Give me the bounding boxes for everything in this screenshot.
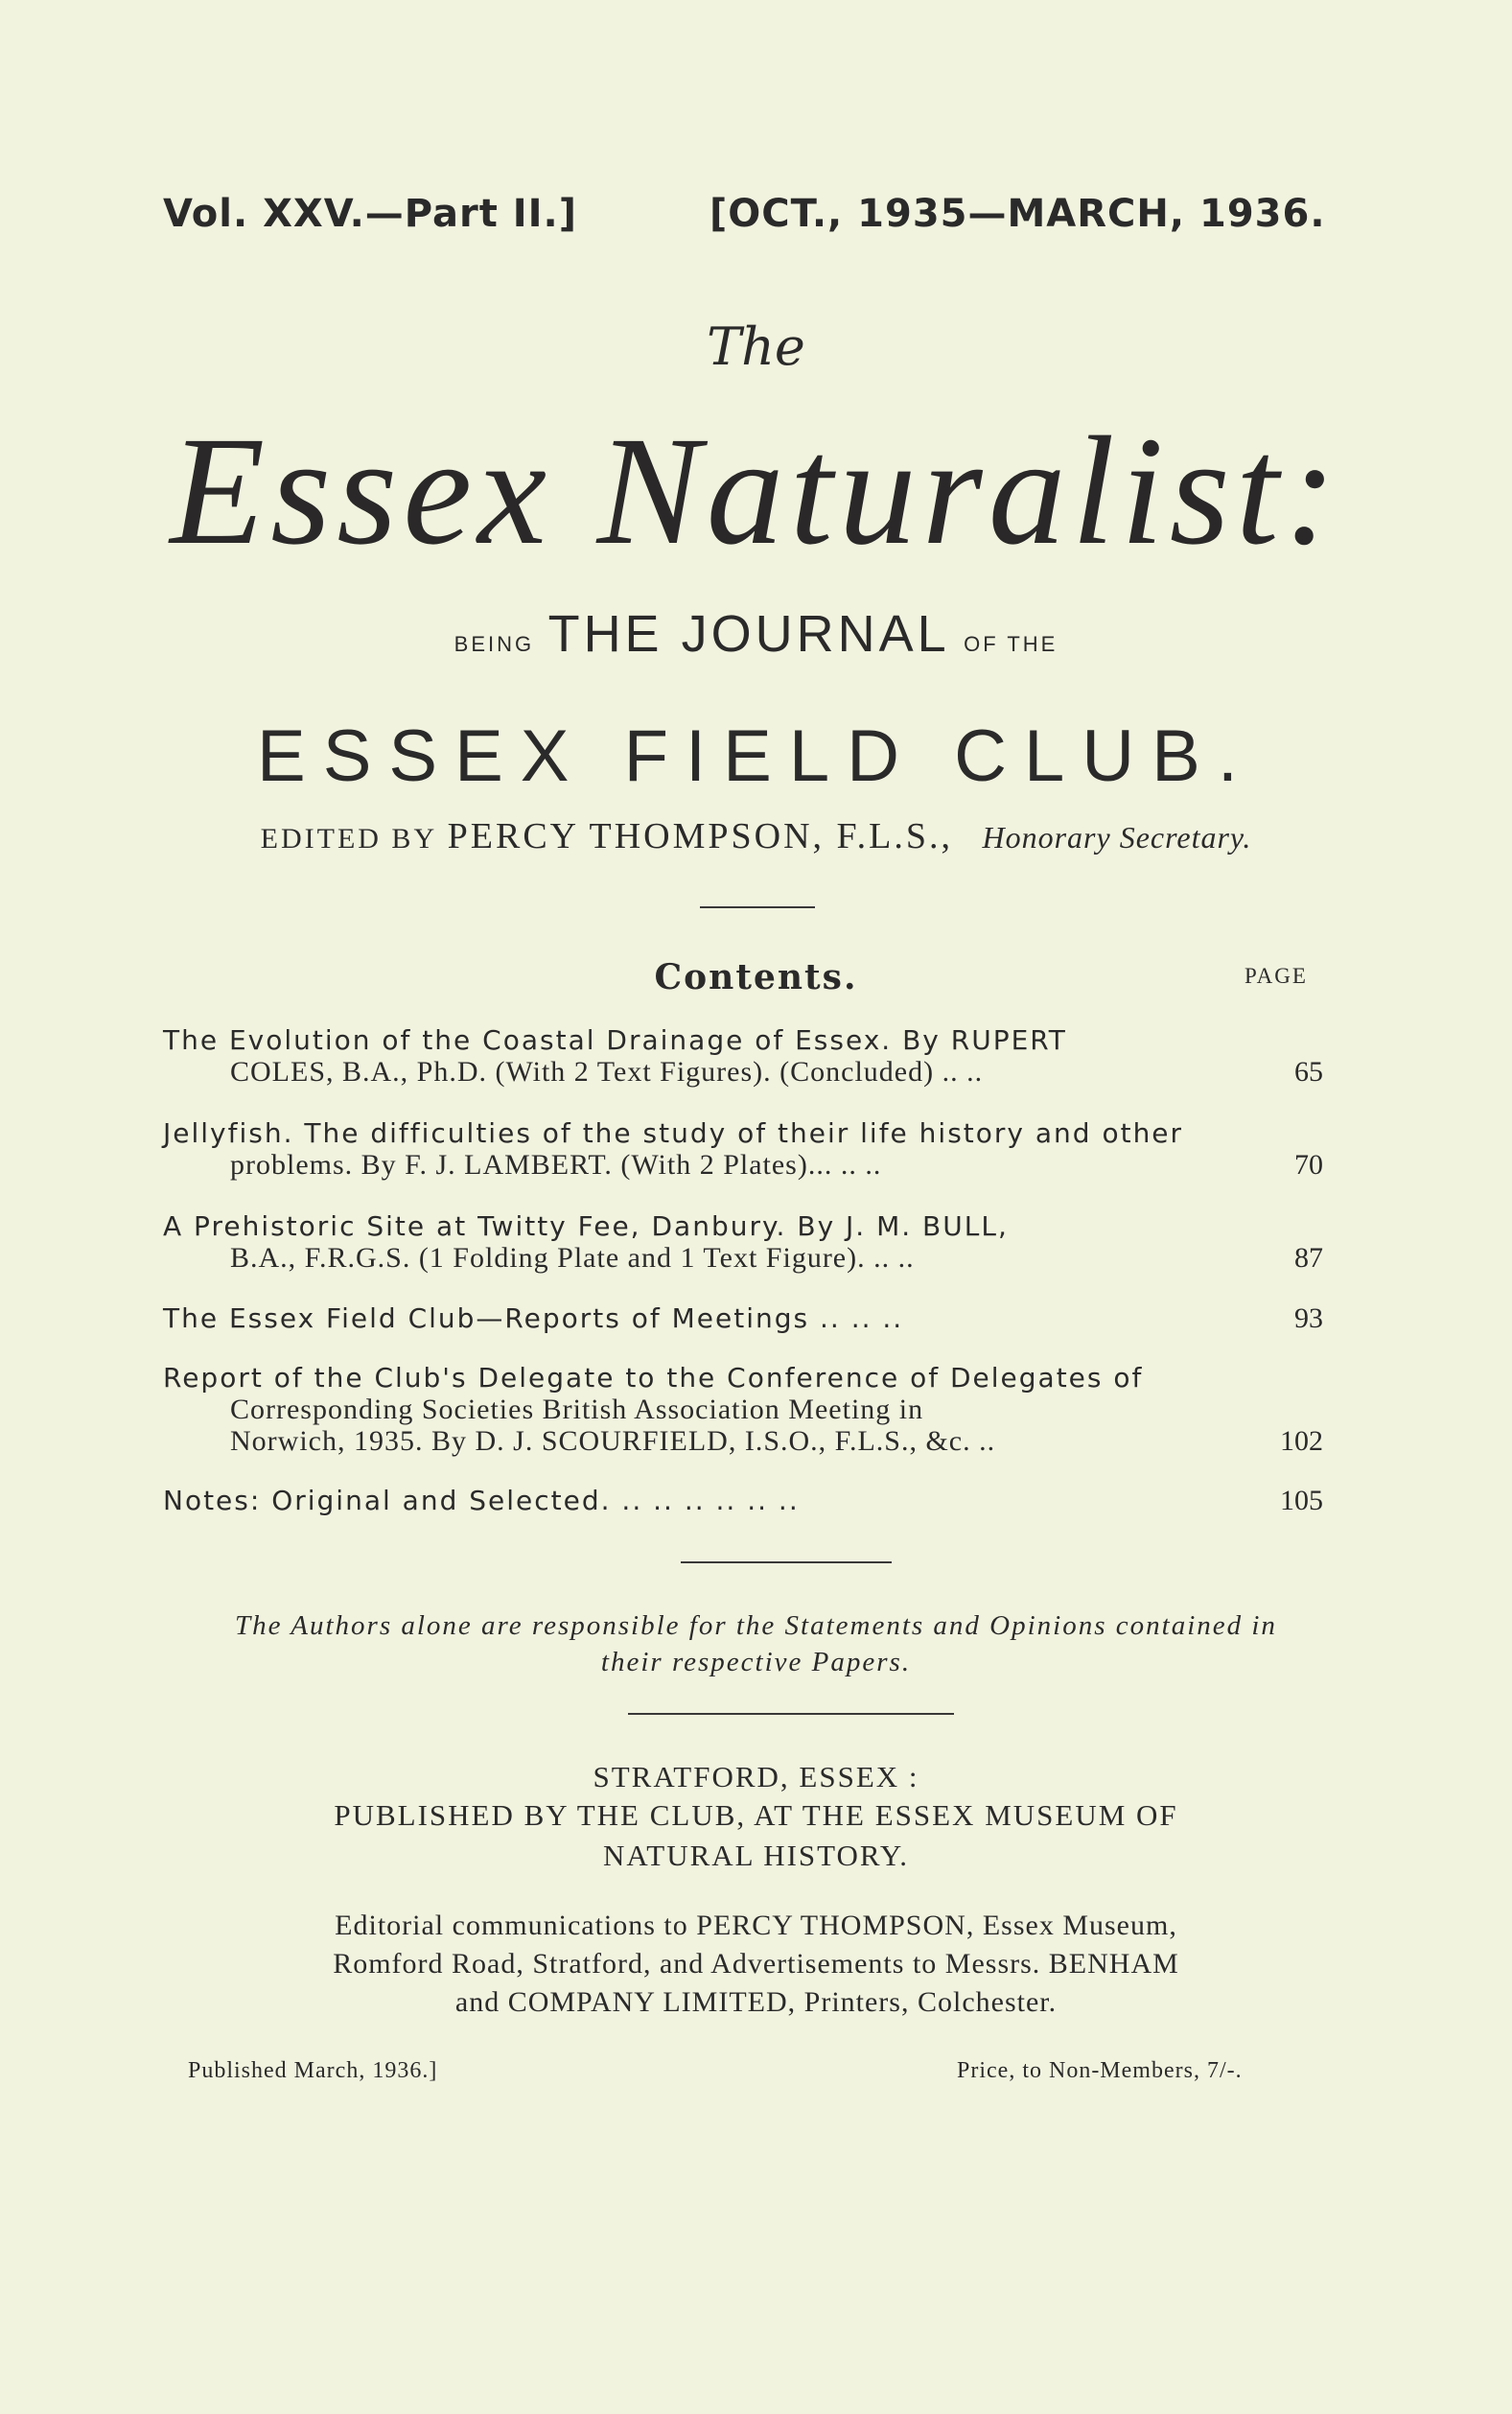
- page-column-label: PAGE: [1244, 964, 1308, 988]
- publication-date: Published March, 1936.]: [188, 2058, 438, 2083]
- divider-short: [700, 906, 815, 908]
- disclaimer: [0, 1607, 1512, 1680]
- toc-entry: [163, 1302, 1323, 1334]
- toc-entry-page: 105: [1280, 1485, 1323, 1516]
- volume-part-label: Vol. XXV.—Part II.]: [163, 192, 578, 236]
- editorial-line: Editorial communications to PERCY THOMPSON, Essex Museum,: [335, 1910, 1177, 1941]
- editor-name: PERCY THOMPSON, F.L.S.,: [447, 816, 953, 856]
- toc-entry: [163, 1362, 1323, 1457]
- publisher-location: STRATFORD, ESSEX :: [593, 1760, 919, 1793]
- editorial-notice: [0, 1907, 1512, 2022]
- divider-medium: [681, 1561, 892, 1563]
- the-journal-words: THE JOURNAL: [547, 605, 950, 663]
- toc-entry-line: Norwich, 1935. By D. J. SCOURFIELD, I.S.O., F.L.S., &c. ..: [230, 1425, 996, 1457]
- toc-entry-page: 102: [1280, 1425, 1323, 1457]
- toc-entry-page: 87: [1294, 1242, 1323, 1274]
- masthead-the: The: [707, 316, 805, 377]
- toc-entry-line: Report of the Club's Delegate to the Conference of Delegates of: [163, 1362, 1144, 1394]
- toc-entry: [163, 1024, 1323, 1088]
- toc-entry-line: A Prehistoric Site at Twitty Fee, Danbury. By J. M. BULL,: [163, 1210, 1009, 1242]
- toc-entry: [163, 1210, 1323, 1274]
- toc-entry-line: Notes: Original and Selected. .. .. .. .. .. ..: [163, 1485, 800, 1516]
- toc-entry-line: The Evolution of the Coastal Drainage of Essex. By RUPERT: [163, 1024, 1067, 1056]
- contents-heading: Contents.: [654, 957, 858, 997]
- disclaimer-line: their respective Papers.: [600, 1647, 912, 1677]
- toc-entry-line: problems. By F. J. LAMBERT. (With 2 Plates)... .. ..: [230, 1149, 882, 1181]
- toc-entry-line: COLES, B.A., Ph.D. (With 2 Text Figures). (Concluded) .. ..: [230, 1056, 984, 1088]
- journal-subtitle: [0, 604, 1512, 664]
- date-range-label: [OCT., 1935—MARCH, 1936.: [709, 192, 1326, 236]
- toc-entry-line: Corresponding Societies British Association Meeting in: [230, 1394, 924, 1425]
- contents-list: [163, 1024, 1323, 1542]
- journal-title: Essex Naturalist:: [170, 406, 1342, 577]
- toc-entry-page: 70: [1294, 1149, 1323, 1181]
- toc-entry: [163, 1117, 1323, 1181]
- price-label: Price, to Non-Members, 7/-.: [957, 2058, 1243, 2083]
- of-the-words: OF THE: [964, 632, 1058, 656]
- publisher-name: PUBLISHED BY THE CLUB, AT THE ESSEX MUSEUM OF: [334, 1798, 1178, 1832]
- editor-role: Honorary Secretary.: [982, 820, 1252, 855]
- disclaimer-line: The Authors alone are responsible for the Statements and Opinions contained in: [235, 1610, 1277, 1641]
- editorial-line: Romford Road, Stratford, and Advertisements to Messrs. BENHAM: [333, 1948, 1179, 1980]
- editor-line: [0, 815, 1512, 857]
- publisher-name-cont: NATURAL HISTORY.: [602, 1839, 910, 1872]
- toc-entry-page: 93: [1294, 1302, 1323, 1334]
- toc-entry-line: B.A., F.R.G.S. (1 Folding Plate and 1 Text Figure). .. ..: [230, 1242, 915, 1274]
- toc-entry-line: The Essex Field Club—Reports of Meetings .. .. ..: [163, 1302, 904, 1334]
- toc-entry-line: Jellyfish. The difficulties of the study of their life history and other: [163, 1117, 1184, 1149]
- club-name: ESSEX FIELD CLUB.: [257, 715, 1255, 797]
- editorial-line: and COMPANY LIMITED, Printers, Colchester.: [454, 1986, 1058, 2018]
- toc-entry-page: 65: [1294, 1056, 1323, 1088]
- being-word: BEING: [454, 632, 535, 656]
- toc-entry: [163, 1485, 1323, 1516]
- divider-long: [628, 1713, 954, 1715]
- edited-by-label: EDITED BY: [260, 823, 438, 855]
